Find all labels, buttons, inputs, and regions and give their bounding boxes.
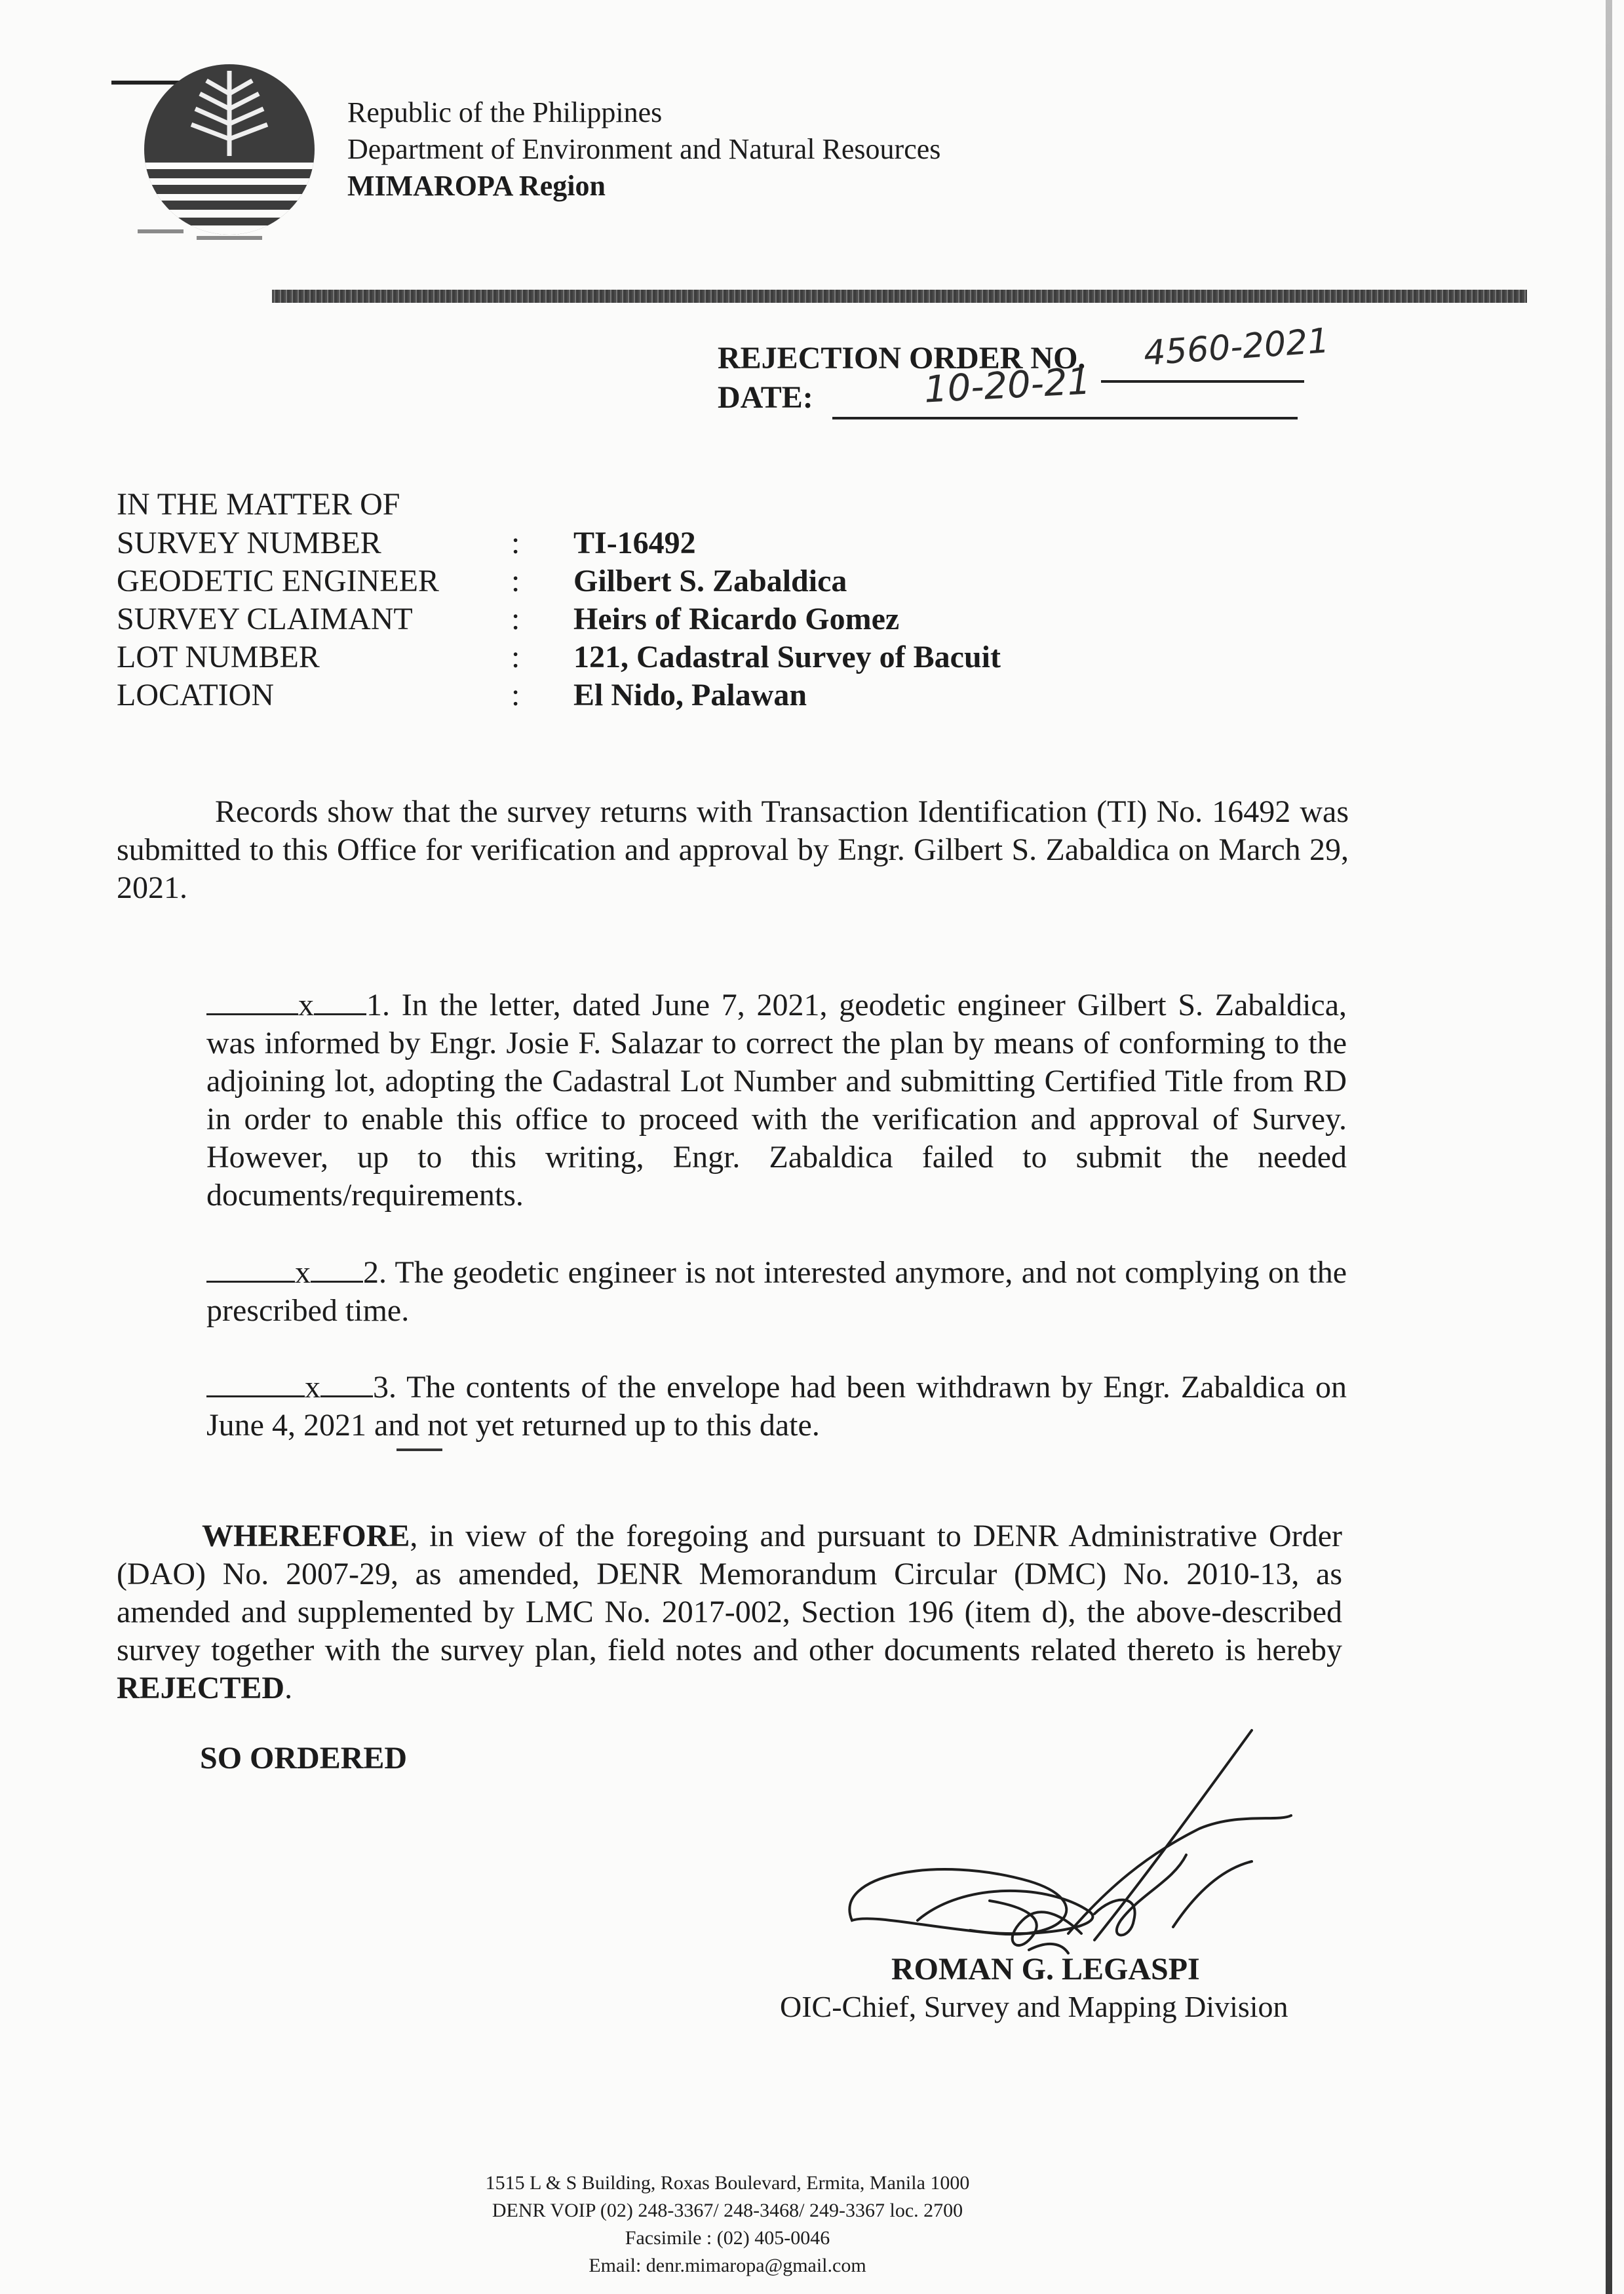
matter-value: Gilbert S. Zabaldica (573, 564, 847, 598)
matter-row-survey-claimant (0, 600, 1573, 638)
footer-address: 1515 L & S Building, Roxas Boulevard, Ermita, Manila 1000 (485, 2172, 970, 2194)
order-label-date: DATE: (718, 380, 813, 415)
letterhead (347, 94, 940, 204)
matter-row-lot-number (0, 638, 1573, 676)
order-number-underline (1101, 380, 1304, 383)
finding-number: 3. (373, 1370, 396, 1405)
matter-row-geodetic-engineer (0, 562, 1573, 600)
finding-mark: x (305, 1370, 320, 1405)
matter-label: GEODETIC ENGINEER (117, 564, 439, 598)
matter-colon: : (511, 602, 520, 636)
letterhead-department: Department of Environment and Natural Resources (347, 133, 941, 165)
order-date-handwritten: 10-20-21 (923, 360, 1092, 412)
matter-value: TI-16492 (573, 526, 696, 560)
letterhead-country: Republic of the Philippines (347, 96, 663, 128)
matter-value: Heirs of Ricardo Gomez (573, 602, 900, 636)
footer-fax: Facsimile : (02) 405-0046 (625, 2227, 830, 2249)
header-divider (272, 290, 1527, 303)
footer-voip: DENR VOIP (02) 248-3367/ 248-3468/ 249-3367 loc. 2700 (492, 2200, 963, 2221)
finding-item-2 (206, 1252, 1347, 1330)
finding-text: In the letter, dated June 7, 2021, geodetic engineer Gilbert S. Zabaldica, was informed by Engr. Josie F. Salazar to correct the plan by means of conforming to the adjoining lot, adopting the Cadastral Lot Number and submitting Certified Title from RD in order to enable this office to proceed with the verification and approval of Survey. However, up to this writing, Engr. Zabaldica failed to submit the needed documents/requirements. (206, 988, 1347, 1213)
matter-row-survey-number (0, 524, 1573, 562)
finding-text: The geodetic engineer is not interested anymore, and not complying on the prescribed time. (206, 1255, 1347, 1328)
order-date-underline (832, 417, 1298, 419)
period: . (284, 1671, 293, 1705)
finding-mark: x (298, 988, 314, 1022)
footer (387, 2169, 1068, 2280)
matter-label: LOCATION (117, 678, 274, 712)
wherefore-lead: WHEREFORE (202, 1519, 410, 1553)
pen-mark (396, 1448, 442, 1451)
matter-heading: IN THE MATTER OF (117, 487, 400, 522)
scan-edge (1606, 0, 1612, 2294)
rejected-word: REJECTED (117, 1671, 285, 1705)
matter-label: SURVEY NUMBER (117, 526, 381, 560)
footer-email: Email: denr.mimaropa@gmail.com (589, 2255, 866, 2276)
finding-mark: x (295, 1255, 311, 1290)
matter-label: SURVEY CLAIMANT (117, 602, 413, 636)
wherefore-paragraph (117, 1517, 1342, 1707)
order-label-no: REJECTION ORDER NO. (718, 341, 1086, 376)
signatory-title: OIC-Chief, Survey and Mapping Division (780, 1990, 1288, 2023)
matter-row-location (0, 676, 1573, 714)
matter-value: 121, Cadastral Survey of Bacuit (573, 640, 1001, 674)
matter-colon: : (511, 678, 520, 712)
matter-label: LOT NUMBER (117, 640, 320, 674)
so-ordered: SO ORDERED (200, 1741, 408, 1776)
finding-item-3 (206, 1367, 1347, 1445)
order-number-handwritten: 4560-2021 (1142, 321, 1331, 374)
finding-text: The contents of the envelope had been withdrawn by Engr. Zabaldica on June 4, 2021 and not yet returned up to this date. (206, 1370, 1347, 1443)
denr-logo (111, 58, 328, 248)
signatory-name: ROMAN G. LEGASPI (891, 1952, 1200, 1987)
intro-text: Records show that the survey returns with Transaction Identification (TI) No. 16492 was submitted to this Office for verification and approval by Engr. Gilbert S. Zabaldica on March 29, 2021. (117, 794, 1349, 905)
matter-colon: : (511, 640, 520, 674)
matter-value: El Nido, Palawan (573, 678, 807, 712)
matter-colon: : (511, 564, 520, 598)
finding-number: 1. (366, 988, 390, 1022)
finding-item-1 (206, 984, 1347, 1215)
wherefore-text: , in view of the foregoing and pursuant to DENR Administrative Order (DAO) No. 2007-29, as amended, DENR Memorandum Circular (DMC) No. 2010-13, as amended and supplemented by LMC No. 2017-002, Section 196 (item d), the above-described survey together with the survey plan, field notes and other documents related thereto is hereby (117, 1519, 1342, 1667)
letterhead-region: MIMAROPA Region (347, 170, 606, 202)
finding-number: 2. (363, 1255, 387, 1290)
intro-paragraph (117, 793, 1349, 907)
matter-colon: : (511, 526, 520, 560)
